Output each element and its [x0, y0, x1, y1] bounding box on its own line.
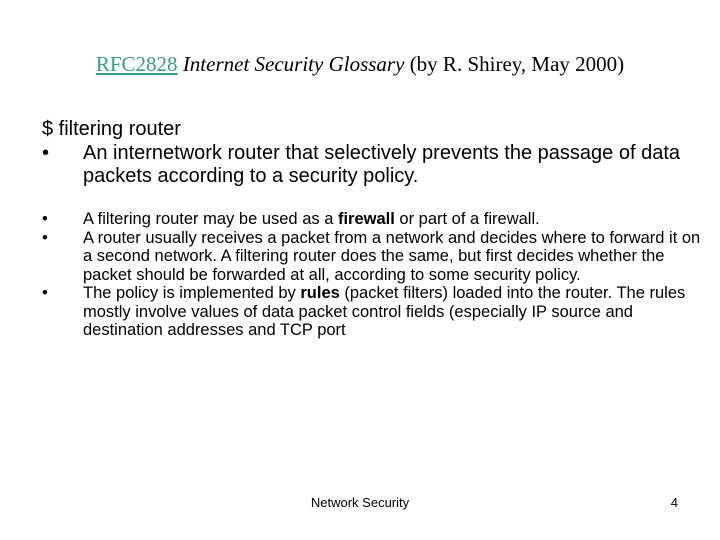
bullet-dot: •: [42, 142, 50, 164]
page-number: 4: [670, 495, 678, 510]
bullet-policy-after: (packet filters) loaded into the router. The rules mostly involve values of data packet control fields (especially IP source and destination addresses and TCP port: [83, 284, 686, 339]
glossary-title: Internet Security Glossary: [182, 52, 405, 76]
bullet-firewall-after: or part of a firewall.: [394, 210, 540, 228]
title-attribution: (by R. Shirey, May 2000): [404, 52, 625, 76]
slide-title: [0, 50, 720, 78]
firewall-term: firewall: [337, 210, 395, 228]
term-heading: $ filtering router: [42, 118, 181, 140]
bullet-dot: •: [42, 210, 48, 228]
rfc2828-link[interactable]: RFC2828: [95, 52, 178, 76]
bullet-policy-before: The policy is implemented by: [83, 284, 301, 302]
bullet-dot: •: [42, 228, 48, 247]
rules-term: rules: [300, 284, 340, 302]
footer-course-title: Network Security: [310, 495, 410, 510]
bullet-firewall-before: A filtering router may be used as a: [83, 210, 338, 228]
bullet-firewall: [42, 210, 702, 229]
bullet-policy: [42, 284, 702, 340]
bullet-dot: •: [42, 284, 48, 302]
bullet-definition-text: An internetwork router that selectively prevents the passage of data packets according to a security policy.: [83, 142, 681, 187]
slide-body: [42, 117, 702, 340]
bullet-notes: [42, 210, 702, 340]
bullet-definition: [42, 142, 702, 188]
bullet-router-text: A router usually receives a packet from a network and decides where to forward it on a second network. A filtering router does the same, but first decides whether the packet should be forwarded at all, according to some security policy.: [83, 228, 701, 284]
bullet-router: [42, 229, 702, 285]
